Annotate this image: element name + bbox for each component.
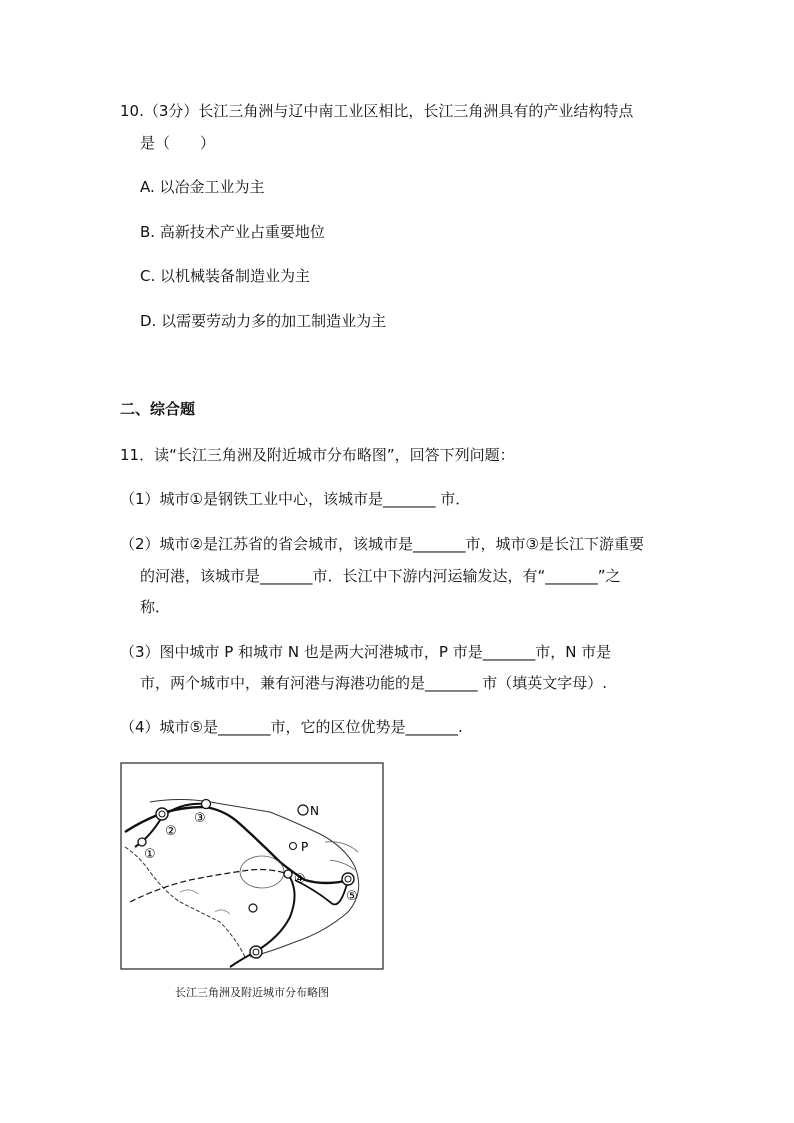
city-4-marker [284, 870, 292, 878]
q11-part4: （4）城市⑤是_______市，它的区位优势是_______. [120, 718, 463, 736]
city-p-marker [290, 843, 297, 850]
map-frame [121, 763, 383, 969]
q10-option-d: D. 以需要劳动力多的加工制造业为主 [140, 312, 387, 330]
city-n-marker [298, 805, 308, 815]
city-5-label: ⑤ [346, 889, 358, 904]
section-title: 二、综合题 [120, 400, 196, 418]
yangtze-delta-map [120, 762, 384, 970]
q10-option-a: A. 以冶金工业为主 [140, 178, 265, 196]
q11-part2-line2: 的河港，该城市是_______市．长江中下游内河运输发达，有“_______”之 [140, 567, 621, 585]
city-south-marker [250, 946, 262, 958]
city-2-label: ② [165, 824, 177, 839]
q11-stem: 11．读“长江三角洲及附近城市分布略图”，回答下列问题： [120, 446, 515, 464]
q11-part1: （1）城市①是钢铁工业中心，该城市是_______ 市． [120, 490, 471, 508]
q10-option-c: C. 以机械装备制造业为主 [140, 267, 311, 285]
q10-option-b: B. 高新技术产业占重要地位 [140, 223, 325, 241]
q10-stem-line1: 10.（3分）长江三角洲与辽中南工业区相比，长江三角洲具有的产业结构特点 [120, 102, 634, 120]
city-unlabeled-marker [249, 904, 257, 912]
city-1-label: ① [144, 847, 156, 862]
city-4-label: ④ [294, 872, 306, 887]
city-n-label: N [310, 804, 319, 818]
city-2-marker [156, 808, 168, 820]
city-3-marker [202, 800, 211, 809]
q11-part2-line3: 称． [140, 598, 171, 616]
city-3-label: ③ [194, 811, 206, 826]
city-5-marker [342, 873, 354, 885]
q11-part3-line1: （3）图中城市 P 和城市 N 也是两大河港城市，P 市是_______市，N 市是 [120, 643, 612, 661]
city-p-label: P [301, 840, 309, 854]
city-1-marker [138, 838, 146, 846]
map-caption: 长江三角洲及附近城市分布略图 [175, 986, 329, 999]
q10-stem-line2: 是（ ） [140, 134, 216, 152]
q11-part3-line2: 市，两个城市中，兼有河港与海港功能的是_______ 市（填英文字母）. [140, 674, 608, 692]
q11-part2-line1: （2）城市②是江苏省的省会城市，该城市是_______市，城市③是长江下游重要 [120, 535, 644, 553]
